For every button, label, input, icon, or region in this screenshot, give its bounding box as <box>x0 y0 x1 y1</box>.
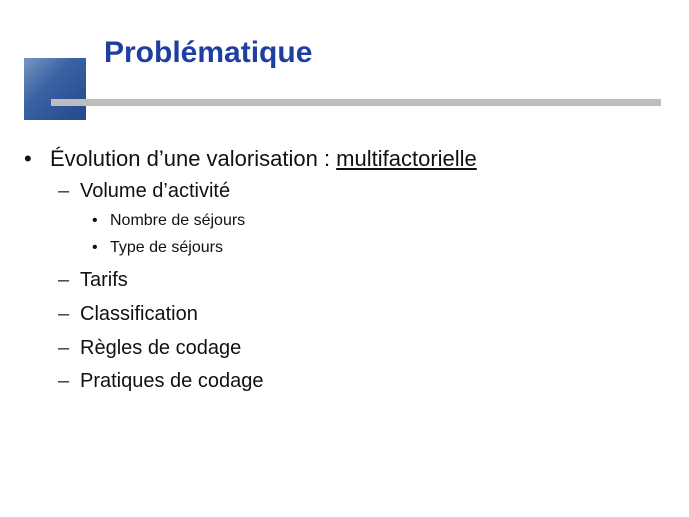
sub-item-volume <box>58 180 230 203</box>
sub-sub-item-nombre <box>92 212 245 230</box>
bullet-marker: • <box>92 212 98 229</box>
bullet-marker: • <box>92 239 98 256</box>
sub-item-classification <box>58 303 198 326</box>
sub-sub-item-label: Type de séjours <box>110 239 223 256</box>
bullet-marker: • <box>24 146 32 171</box>
main-bullet-text: Évolution d’une valorisation : <box>50 146 337 171</box>
dash-marker: – <box>58 370 70 392</box>
sub-item-label: Tarifs <box>80 269 128 291</box>
sub-item-label: Classification <box>80 303 198 325</box>
dash-marker: – <box>58 303 70 325</box>
dash-marker: – <box>58 269 70 291</box>
sub-item-label: Volume d’activité <box>80 180 231 202</box>
sub-item-label: Pratiques de codage <box>80 370 264 392</box>
dash-marker: – <box>58 180 70 202</box>
sub-sub-item-type <box>92 239 223 257</box>
sub-sub-item-label: Nombre de séjours <box>110 212 246 229</box>
sub-item-tarifs <box>58 269 128 292</box>
sub-item-label: Règles de codage <box>80 337 242 359</box>
sub-item-regles <box>58 337 241 360</box>
main-bullet <box>24 146 477 172</box>
dash-marker: – <box>58 337 70 359</box>
main-bullet-keyword: multifactorielle <box>336 146 477 171</box>
sub-item-pratiques <box>58 370 263 393</box>
slide-title: Problématique <box>104 36 313 69</box>
accent-square <box>24 58 86 120</box>
title-divider <box>51 99 661 106</box>
